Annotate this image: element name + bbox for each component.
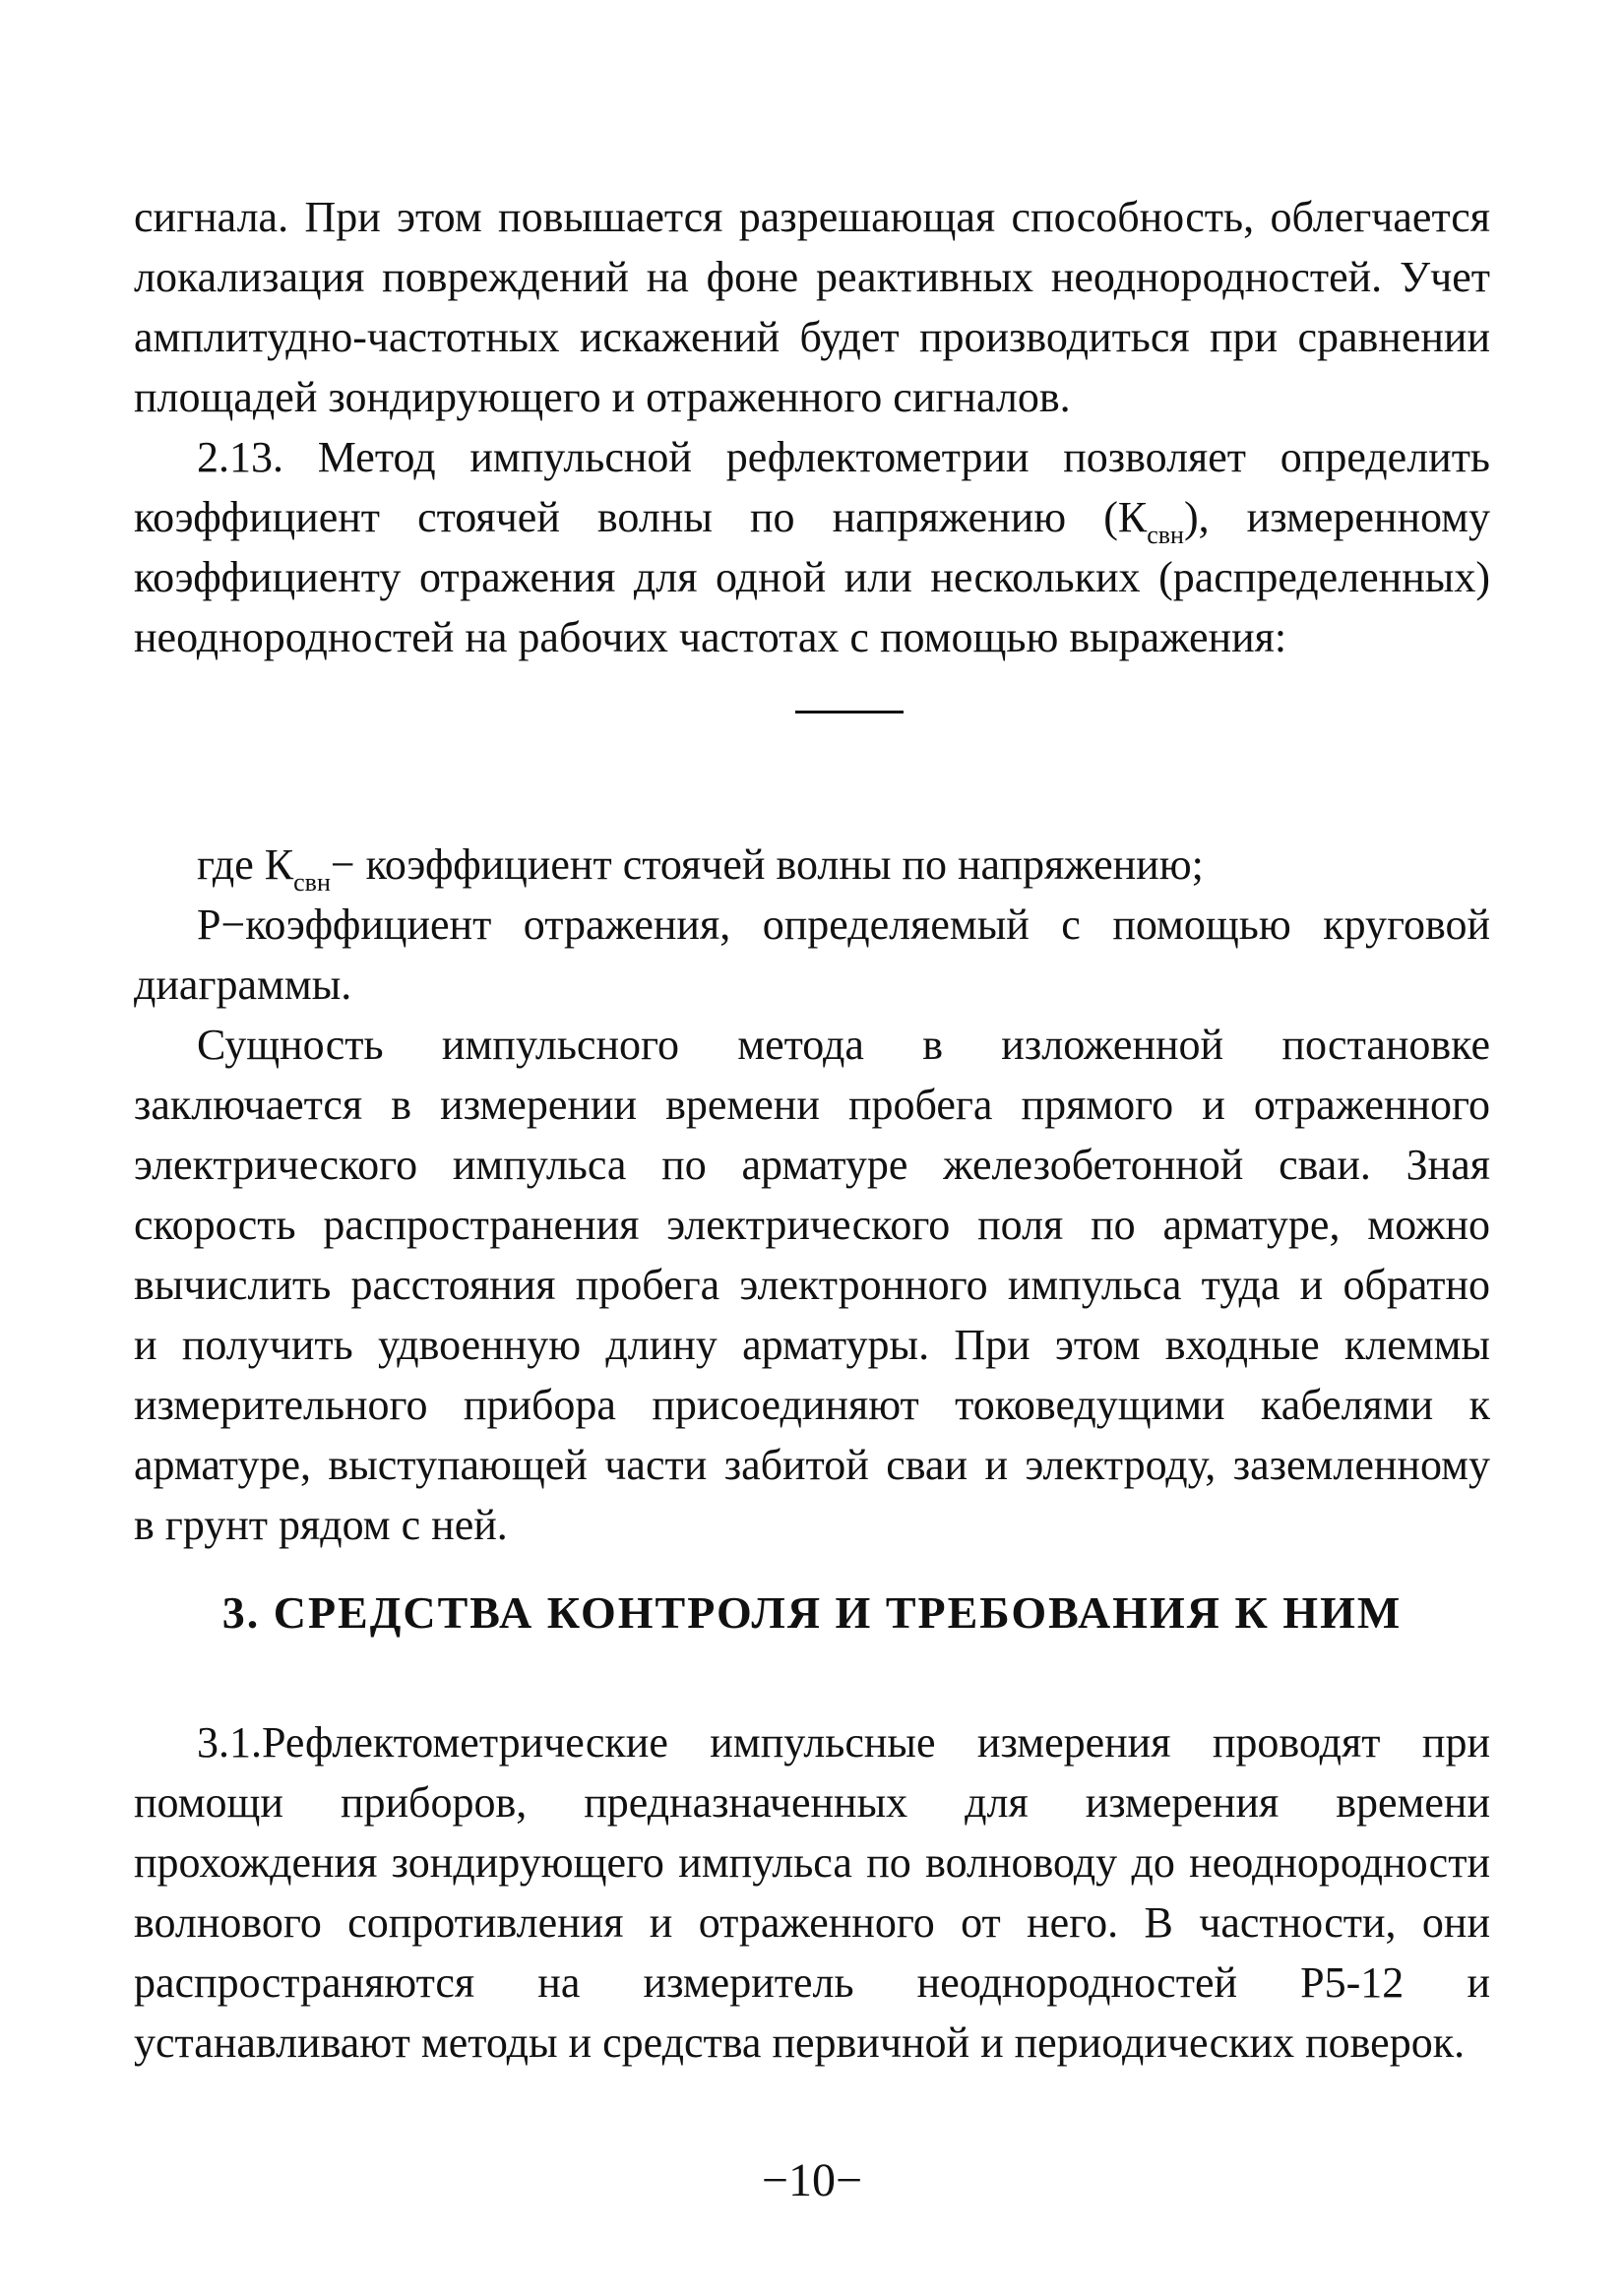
paragraph-3-start: где К (197, 840, 294, 889)
fraction-bar (795, 711, 904, 714)
paragraph-5-line-4: скорость распространения электрического поля по арматуре, можно (134, 1201, 1490, 1249)
paragraph-5-line-2: заключается в измерении времени пробега прямого и отраженного (134, 1081, 1490, 1129)
formula-numerator (795, 652, 904, 707)
paragraph-4-line-2: диаграммы. (134, 961, 352, 1009)
formula-fraction (795, 652, 904, 773)
paragraph-5-line-5: вычислить расстояния пробега электронного импульса туда и обратно (134, 1261, 1490, 1309)
paragraph-6-line-1: 3.1.Рефлектометрические импульсные измерения проводят при (197, 1718, 1490, 1767)
paragraph-6-line-6: устанавливают методы и средства первичной и периодических поверок. (134, 2018, 1466, 2067)
paragraph-6-line-2: помощи приборов, предназначенных для измерения времени (134, 1778, 1490, 1827)
paragraph-5-line-7: измерительного прибора присоединяют токоведущими кабелями к (134, 1381, 1490, 1429)
paragraph-3-end: − коэффициент стоячей волны по напряжению; (330, 840, 1204, 889)
formula-9 (0, 652, 1624, 779)
paragraph-4-line-1: Р−коэффициент отражения, определяемый с помощью круговой (197, 900, 1490, 949)
paragraph-1-line-4: площадей зондирующего и отраженного сигналов. (134, 373, 1071, 421)
paragraph-1-line-3: амплитудно-частотных искажений будет производиться при сравнении (134, 313, 1490, 361)
paragraph-3 (197, 835, 1490, 895)
paragraph-2-line-2 (134, 487, 1490, 547)
paragraph-5-line-3: электрического импульса по арматуре железобетонной сваи. Зная (134, 1141, 1490, 1189)
paragraph-5-line-9: в грунт рядом с ней. (134, 1501, 508, 1549)
paragraph-2-line-4: неоднородностей на рабочих частотах с помощью выражения: (134, 613, 1287, 661)
paragraph-6-line-5: распространяются на измеритель неоднородностей Р5-12 и (134, 1958, 1490, 2007)
paragraph-1-line-2: локализация повреждений на фоне реактивных неоднородностей. Учет (134, 253, 1490, 301)
section-heading: 3. СРЕДСТВА КОНТРОЛЯ И ТРЕБОВАНИЯ К НИМ (221, 1587, 1403, 1638)
paragraph-6-line-4: волнового сопротивления и отраженного от него. В частности, они (134, 1898, 1490, 1947)
k-svn-subscript: свн (1147, 521, 1184, 549)
paragraph-2-line-1: 2.13. Метод импульсной рефлектометрии позволяет определить (197, 433, 1490, 481)
k-svn-subscript-2: свн (293, 868, 331, 897)
paragraph-2-line-2-start: коэффициент стоячей волны по напряжению (К (134, 493, 1148, 541)
paragraph-6-line-3: прохождения зондирующего импульса по волноводу до неоднородности (134, 1838, 1490, 1887)
paragraph-5-line-1: Сущность импульсного метода в изложенной постановке (197, 1021, 1490, 1069)
page-number: −10− (761, 2154, 863, 2206)
paragraph-2-line-2-end: ), измеренному (1183, 493, 1490, 541)
paragraph-5-line-6: и получить удвоенную длину арматуры. При этом входные клеммы (134, 1321, 1490, 1369)
formula-denominator (795, 717, 904, 773)
paragraph-2-line-3: коэффициенту отражения для одной или нескольких (распределенных) (134, 553, 1490, 601)
paragraph-5-line-8: арматуре, выступающей части забитой сваи и электроду, заземленному (134, 1441, 1490, 1489)
paragraph-1-line-1: сигнала. При этом повышается разрешающая способность, облегчается (134, 193, 1490, 241)
